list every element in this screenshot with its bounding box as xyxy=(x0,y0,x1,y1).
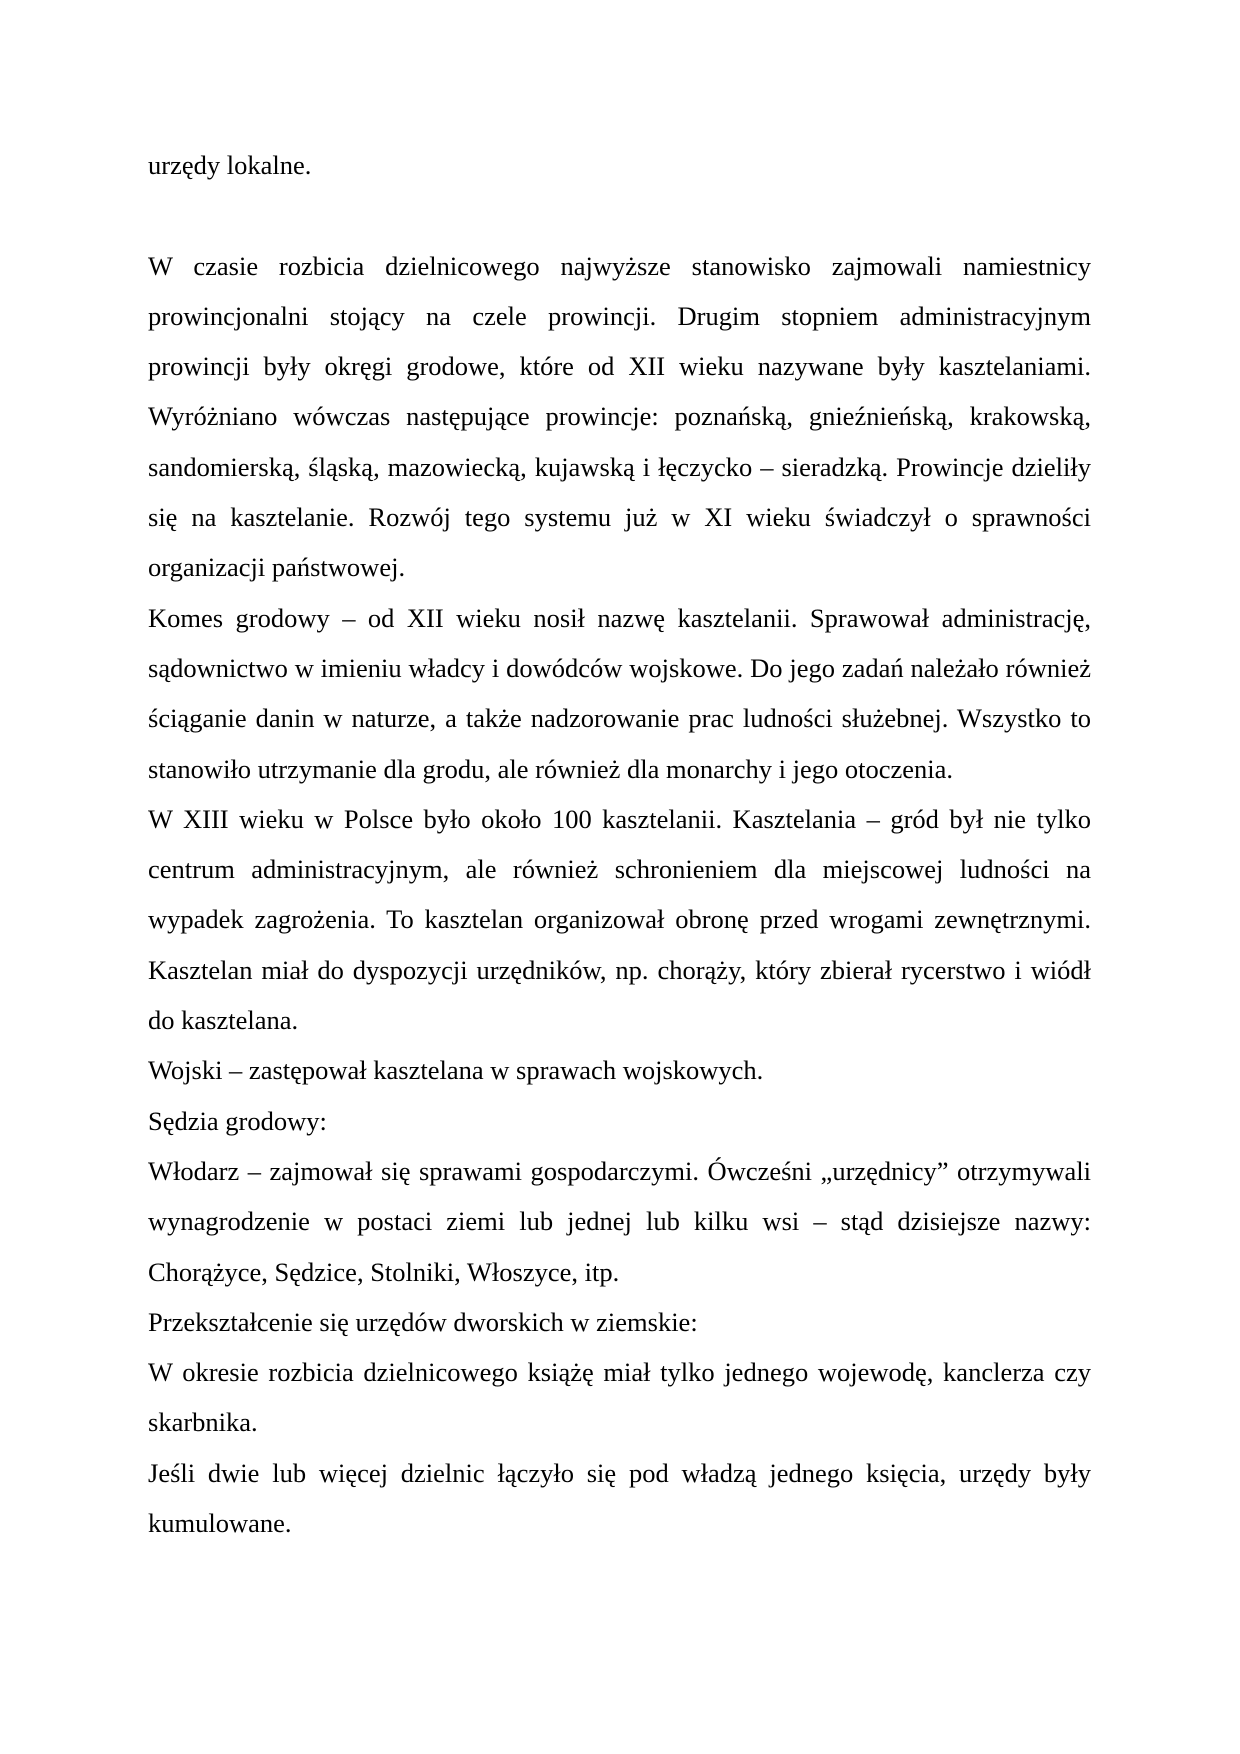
paragraph-wlodarz: Włodarz – zajmował się sprawami gospodarczymi. Ówcześni „urzędnicy” otrzymywali wynagrodzenie w postaci ziemi lub jednej lub kilku wsi – stąd dzisiejsze nazwy: Chorążyce, Sędzice, Stolniki, Włoszyce, itp. xyxy=(148,1155,1091,1287)
paragraph-sedzia: Sędzia grodowy: xyxy=(148,1105,327,1136)
paragraph-komes-grodowy: Komes grodowy – od XII wieku nosił nazwę kasztelanii. Sprawował administrację, sądownictwo w imieniu władcy i dowódców wojskowe. Do jego zadań należało również ściąganie danin w naturze, a także nadzorowanie prac ludności służebnej. Wszystko to stanowiło utrzymanie dla grodu, ale również dla monarchy i jego otoczenia. xyxy=(148,602,1091,784)
document-page xyxy=(148,140,1091,1548)
paragraph-wojski: Wojski – zastępował kasztelana w sprawach wojskowych. xyxy=(148,1055,764,1086)
paragraph-kumulacja: Jeśli dwie lub więcej dzielnic łączyło się pod władzą jednego księcia, urzędy były kumulowane. xyxy=(148,1457,1091,1539)
paragraph-kasztelanie: W XIII wieku w Polsce było około 100 kasztelanii. Kasztelania – gród był nie tylko centrum administracyjnym, ale również schronieniem dla miejscowej ludności na wypadek zagrożenia. To kasztelan organizował obronę przed wrogami zewnętrznymi. Kasztelan miał do dyspozycji urzędników, np. chorąży, który zbierał rycerstwo i wiódł do kasztelana. xyxy=(148,803,1091,1036)
paragraph-przeksztalcenie: Przekształcenie się urzędów dworskich w ziemskie: xyxy=(148,1306,698,1337)
paragraph-provinces: W czasie rozbicia dzielnicowego najwyższe stanowisko zajmowali namiestnicy prowincjonalni stojący na czele prowincji. Drugim stopniem administracyjnym prowincji były okręgi grodowe, które od XII wieku nazywane były kasztelaniami. Wyróżniano wówczas następujące prowincje: poznańską, gnieźnieńską, krakowską, sandomierską, śląską, mazowiecką, kujawską i łęczycko – sieradzką. Prowincje dzieliły się na kasztelanie. Rozwój tego systemu już w XI wieku świadczył o sprawności organizacji państwowej. xyxy=(148,250,1091,583)
paragraph-rozbicie: W okresie rozbicia dzielnicowego książę miał tylko jednego wojewodę, kanclerza czy skarbnika. xyxy=(148,1357,1091,1438)
blank-line xyxy=(148,190,1091,240)
paragraph-continuation: urzędy lokalne. xyxy=(148,150,312,180)
